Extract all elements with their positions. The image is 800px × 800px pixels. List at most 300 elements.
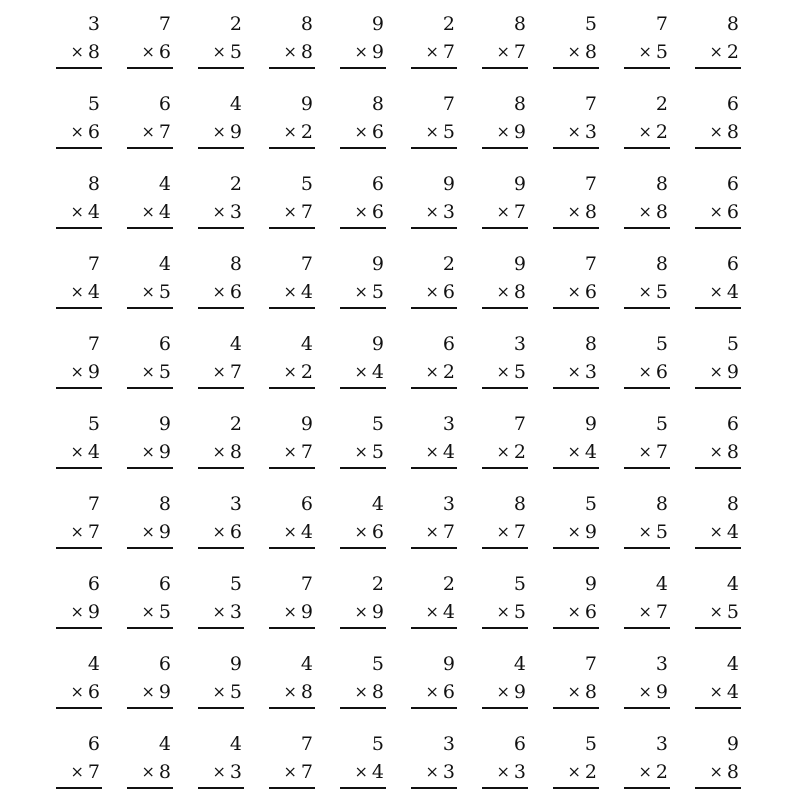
- multiplier-row: [71, 281, 101, 304]
- answer-line: [198, 307, 244, 309]
- multiplier-row: [426, 361, 456, 384]
- multiplicand: 5: [655, 413, 668, 435]
- multiplier: 8: [655, 201, 668, 223]
- multiplicand: 8: [87, 173, 100, 195]
- multiplier-row: [71, 681, 101, 704]
- multiplication-problem: [269, 13, 315, 65]
- multiplier: 2: [300, 361, 313, 383]
- answer-line: [553, 67, 599, 69]
- multiplier: 9: [158, 681, 171, 703]
- multiplication-problem: [269, 413, 315, 465]
- times-sign: ×: [141, 202, 155, 221]
- multiplication-problem: [56, 653, 102, 705]
- multiplication-problem: [553, 493, 599, 545]
- answer-line: [553, 787, 599, 789]
- multiplicand: 4: [87, 653, 100, 675]
- multiplier-row: [142, 201, 172, 224]
- times-sign: ×: [709, 602, 723, 621]
- times-sign: ×: [638, 682, 652, 701]
- multiplier-row: [710, 281, 740, 304]
- multiplicand: 8: [513, 493, 526, 515]
- times-sign: ×: [638, 122, 652, 141]
- multiplier-row: [710, 681, 740, 704]
- multiplier: 8: [513, 281, 526, 303]
- multiplication-problem: [695, 13, 741, 65]
- multiplier-row: [426, 761, 456, 784]
- multiplicand: 9: [371, 253, 384, 275]
- multiplier-row: [426, 41, 456, 64]
- answer-line: [482, 227, 528, 229]
- multiplier-row: [710, 361, 740, 384]
- multiplier-row: [426, 201, 456, 224]
- answer-line: [340, 467, 386, 469]
- multiplicand: 4: [726, 653, 739, 675]
- multiplier-row: [710, 521, 740, 544]
- answer-line: [482, 627, 528, 629]
- times-sign: ×: [283, 282, 297, 301]
- answer-line: [340, 627, 386, 629]
- multiplication-problem: [695, 413, 741, 465]
- multiplication-problem: [482, 13, 528, 65]
- multiplier-row: [426, 601, 456, 624]
- multiplication-problem: [695, 493, 741, 545]
- multiplier: 5: [655, 281, 668, 303]
- answer-line: [340, 547, 386, 549]
- multiplier-row: [497, 761, 527, 784]
- multiplier-row: [497, 121, 527, 144]
- times-sign: ×: [354, 122, 368, 141]
- multiplicand: 6: [726, 93, 739, 115]
- multiplier: 9: [300, 601, 313, 623]
- multiplication-problem: [482, 493, 528, 545]
- multiplier-row: [213, 201, 243, 224]
- answer-line: [482, 67, 528, 69]
- multiplier: 8: [229, 441, 242, 463]
- times-sign: ×: [141, 122, 155, 141]
- multiplier-row: [355, 681, 385, 704]
- multiplier-row: [213, 41, 243, 64]
- multiplicand: 3: [513, 333, 526, 355]
- multiplier: 7: [300, 201, 313, 223]
- multiplier-row: [142, 281, 172, 304]
- multiplier: 5: [158, 281, 171, 303]
- multiplication-problem: [127, 333, 173, 385]
- multiplier-row: [639, 601, 669, 624]
- multiplicand: 9: [513, 173, 526, 195]
- multiplier-row: [142, 41, 172, 64]
- times-sign: ×: [283, 122, 297, 141]
- multiplier: 2: [300, 121, 313, 143]
- times-sign: ×: [496, 362, 510, 381]
- multiplicand: 7: [300, 253, 313, 275]
- multiplier-row: [568, 41, 598, 64]
- multiplier: 2: [442, 361, 455, 383]
- multiplication-problem: [553, 733, 599, 785]
- multiplicand: 6: [442, 333, 455, 355]
- multiplier: 4: [584, 441, 597, 463]
- times-sign: ×: [567, 602, 581, 621]
- multiplier-row: [355, 601, 385, 624]
- answer-line: [269, 627, 315, 629]
- times-sign: ×: [212, 122, 226, 141]
- multiplier: 6: [584, 601, 597, 623]
- answer-line: [340, 227, 386, 229]
- times-sign: ×: [141, 362, 155, 381]
- multiplicand: 5: [726, 333, 739, 355]
- multiplicand: 6: [300, 493, 313, 515]
- answer-line: [340, 787, 386, 789]
- multiplicand: 6: [158, 653, 171, 675]
- answer-line: [127, 707, 173, 709]
- times-sign: ×: [709, 122, 723, 141]
- multiplication-problem: [482, 413, 528, 465]
- multiplier-row: [71, 601, 101, 624]
- answer-line: [695, 67, 741, 69]
- multiplier-row: [213, 441, 243, 464]
- multiplier-row: [142, 361, 172, 384]
- multiplier: 8: [584, 201, 597, 223]
- multiplicand: 8: [655, 253, 668, 275]
- times-sign: ×: [567, 362, 581, 381]
- multiplier: 6: [584, 281, 597, 303]
- answer-line: [56, 387, 102, 389]
- multiplier-row: [497, 281, 527, 304]
- multiplicand: 4: [513, 653, 526, 675]
- multiplier: 9: [655, 681, 668, 703]
- multiplicand: 5: [300, 173, 313, 195]
- answer-line: [411, 627, 457, 629]
- multiplier-row: [142, 441, 172, 464]
- multiplier-row: [284, 521, 314, 544]
- answer-line: [695, 227, 741, 229]
- multiplication-problem: [340, 13, 386, 65]
- multiplicand: 8: [513, 93, 526, 115]
- multiplier-row: [710, 201, 740, 224]
- multiplication-problem: [411, 733, 457, 785]
- multiplication-problem: [198, 653, 244, 705]
- multiplier-row: [639, 41, 669, 64]
- multiplication-problem: [340, 733, 386, 785]
- multiplicand: 5: [371, 413, 384, 435]
- multiplier-row: [497, 681, 527, 704]
- times-sign: ×: [567, 682, 581, 701]
- multiplicand: 3: [229, 493, 242, 515]
- multiplication-problem: [56, 13, 102, 65]
- multiplicand: 7: [655, 13, 668, 35]
- multiplication-problem: [198, 93, 244, 145]
- answer-line: [127, 627, 173, 629]
- answer-line: [695, 547, 741, 549]
- multiplicand: 2: [229, 413, 242, 435]
- times-sign: ×: [709, 682, 723, 701]
- times-sign: ×: [425, 362, 439, 381]
- answer-line: [269, 787, 315, 789]
- times-sign: ×: [70, 202, 84, 221]
- multiplier: 4: [442, 441, 455, 463]
- times-sign: ×: [638, 442, 652, 461]
- multiplier-row: [71, 201, 101, 224]
- answer-line: [198, 147, 244, 149]
- multiplier: 5: [371, 281, 384, 303]
- answer-line: [411, 387, 457, 389]
- multiplier: 4: [87, 281, 100, 303]
- times-sign: ×: [141, 282, 155, 301]
- times-sign: ×: [709, 42, 723, 61]
- multiplication-problem: [198, 733, 244, 785]
- answer-line: [269, 307, 315, 309]
- multiplier: 5: [229, 41, 242, 63]
- multiplier: 3: [442, 761, 455, 783]
- multiplier: 9: [229, 121, 242, 143]
- multiplication-problem: [553, 173, 599, 225]
- multiplier-row: [568, 201, 598, 224]
- times-sign: ×: [638, 362, 652, 381]
- multiplier-row: [639, 521, 669, 544]
- times-sign: ×: [70, 762, 84, 781]
- multiplicand: 9: [584, 413, 597, 435]
- multiplication-problem: [553, 13, 599, 65]
- multiplicand: 5: [87, 93, 100, 115]
- answer-line: [56, 627, 102, 629]
- multiplier-row: [426, 121, 456, 144]
- answer-line: [624, 707, 670, 709]
- multiplication-problem: [127, 653, 173, 705]
- multiplier-row: [355, 281, 385, 304]
- times-sign: ×: [354, 682, 368, 701]
- multiplier-row: [497, 601, 527, 624]
- multiplication-problem: [411, 93, 457, 145]
- answer-line: [553, 387, 599, 389]
- times-sign: ×: [638, 602, 652, 621]
- multiplicand: 2: [371, 573, 384, 595]
- answer-line: [56, 547, 102, 549]
- answer-line: [127, 547, 173, 549]
- times-sign: ×: [212, 682, 226, 701]
- multiplier-row: [142, 761, 172, 784]
- times-sign: ×: [638, 282, 652, 301]
- multiplier-row: [710, 41, 740, 64]
- multiplier: 6: [229, 521, 242, 543]
- multiplication-problem: [56, 253, 102, 305]
- answer-line: [269, 67, 315, 69]
- times-sign: ×: [354, 522, 368, 541]
- multiplier-row: [710, 601, 740, 624]
- multiplication-problem: [127, 173, 173, 225]
- times-sign: ×: [70, 282, 84, 301]
- multiplier: 4: [87, 441, 100, 463]
- answer-line: [127, 387, 173, 389]
- multiplication-problem: [56, 413, 102, 465]
- times-sign: ×: [496, 522, 510, 541]
- times-sign: ×: [709, 202, 723, 221]
- times-sign: ×: [425, 122, 439, 141]
- multiplier: 3: [584, 121, 597, 143]
- times-sign: ×: [354, 362, 368, 381]
- multiplication-problem: [482, 653, 528, 705]
- multiplicand: 8: [726, 493, 739, 515]
- multiplication-problem: [624, 93, 670, 145]
- times-sign: ×: [283, 202, 297, 221]
- times-sign: ×: [425, 522, 439, 541]
- multiplicand: 4: [229, 93, 242, 115]
- multiplication-problem: [340, 173, 386, 225]
- times-sign: ×: [283, 602, 297, 621]
- times-sign: ×: [638, 202, 652, 221]
- multiplicand: 2: [442, 573, 455, 595]
- multiplier-row: [426, 281, 456, 304]
- multiplication-problem: [482, 173, 528, 225]
- multiplier: 4: [726, 281, 739, 303]
- times-sign: ×: [70, 522, 84, 541]
- multiplication-problem: [56, 493, 102, 545]
- answer-line: [695, 627, 741, 629]
- multiplier: 5: [726, 601, 739, 623]
- multiplicand: 4: [158, 173, 171, 195]
- answer-line: [624, 227, 670, 229]
- answer-line: [198, 787, 244, 789]
- answer-line: [695, 387, 741, 389]
- answer-line: [482, 707, 528, 709]
- answer-line: [482, 787, 528, 789]
- times-sign: ×: [70, 122, 84, 141]
- multiplication-problem: [127, 733, 173, 785]
- multiplier: 6: [158, 41, 171, 63]
- multiplier: 2: [584, 761, 597, 783]
- multiplication-problem: [340, 653, 386, 705]
- answer-line: [553, 227, 599, 229]
- multiplication-problem: [695, 253, 741, 305]
- answer-line: [269, 547, 315, 549]
- multiplier-row: [568, 761, 598, 784]
- times-sign: ×: [70, 442, 84, 461]
- multiplicand: 2: [442, 13, 455, 35]
- multiplier: 7: [442, 41, 455, 63]
- answer-line: [624, 627, 670, 629]
- multiplicand: 7: [87, 333, 100, 355]
- multiplicand: 8: [584, 333, 597, 355]
- multiplier-row: [355, 201, 385, 224]
- times-sign: ×: [212, 282, 226, 301]
- times-sign: ×: [425, 202, 439, 221]
- multiplier: 4: [442, 601, 455, 623]
- answer-line: [198, 547, 244, 549]
- times-sign: ×: [283, 362, 297, 381]
- multiplier: 3: [229, 761, 242, 783]
- multiplier-row: [639, 681, 669, 704]
- multiplication-problem: [269, 333, 315, 385]
- answer-line: [269, 147, 315, 149]
- multiplier-row: [568, 521, 598, 544]
- multiplier-row: [284, 41, 314, 64]
- multiplication-problem: [624, 493, 670, 545]
- times-sign: ×: [354, 282, 368, 301]
- multiplier: 9: [158, 441, 171, 463]
- multiplier: 9: [371, 601, 384, 623]
- times-sign: ×: [425, 282, 439, 301]
- multiplier: 5: [513, 601, 526, 623]
- multiplicand: 9: [300, 93, 313, 115]
- times-sign: ×: [567, 282, 581, 301]
- multiplicand: 3: [87, 13, 100, 35]
- multiplier: 6: [371, 201, 384, 223]
- multiplier-row: [426, 681, 456, 704]
- times-sign: ×: [638, 762, 652, 781]
- times-sign: ×: [212, 602, 226, 621]
- times-sign: ×: [709, 522, 723, 541]
- multiplier-row: [568, 441, 598, 464]
- multiplier-row: [639, 761, 669, 784]
- answer-line: [411, 147, 457, 149]
- multiplicand: 8: [655, 173, 668, 195]
- answer-line: [553, 627, 599, 629]
- times-sign: ×: [283, 682, 297, 701]
- answer-line: [624, 67, 670, 69]
- multiplier: 6: [442, 281, 455, 303]
- answer-line: [340, 387, 386, 389]
- times-sign: ×: [354, 42, 368, 61]
- multiplicand: 7: [442, 93, 455, 115]
- multiplier: 7: [300, 761, 313, 783]
- multiplication-problem: [127, 413, 173, 465]
- multiplication-problem: [624, 253, 670, 305]
- multiplier: 5: [655, 521, 668, 543]
- multiplier-row: [568, 121, 598, 144]
- multiplicand: 9: [726, 733, 739, 755]
- multiplication-problem: [553, 93, 599, 145]
- multiplication-problem: [269, 573, 315, 625]
- times-sign: ×: [354, 762, 368, 781]
- multiplier-row: [213, 761, 243, 784]
- multiplier-row: [639, 361, 669, 384]
- multiplicand: 7: [87, 493, 100, 515]
- multiplier-row: [142, 681, 172, 704]
- multiplier: 8: [584, 681, 597, 703]
- multiplicand: 7: [584, 253, 597, 275]
- multiplication-problem: [269, 493, 315, 545]
- times-sign: ×: [496, 42, 510, 61]
- multiplier-row: [568, 681, 598, 704]
- multiplier: 8: [300, 681, 313, 703]
- multiplicand: 8: [300, 13, 313, 35]
- times-sign: ×: [283, 42, 297, 61]
- times-sign: ×: [425, 602, 439, 621]
- multiplier: 9: [371, 41, 384, 63]
- multiplier: 3: [513, 761, 526, 783]
- times-sign: ×: [567, 762, 581, 781]
- multiplier: 7: [87, 761, 100, 783]
- multiplication-problem: [411, 253, 457, 305]
- times-sign: ×: [496, 602, 510, 621]
- multiplicand: 6: [87, 733, 100, 755]
- times-sign: ×: [496, 682, 510, 701]
- multiplier-row: [568, 361, 598, 384]
- times-sign: ×: [141, 522, 155, 541]
- multiplicand: 5: [371, 733, 384, 755]
- multiplication-problem: [127, 253, 173, 305]
- multiplier-row: [284, 121, 314, 144]
- multiplier-row: [284, 441, 314, 464]
- times-sign: ×: [212, 522, 226, 541]
- multiplicand: 9: [300, 413, 313, 435]
- multiplication-problem: [198, 573, 244, 625]
- multiplier: 2: [655, 121, 668, 143]
- multiplication-problem: [56, 733, 102, 785]
- multiplicand: 2: [442, 253, 455, 275]
- answer-line: [56, 67, 102, 69]
- multiplicand: 7: [584, 173, 597, 195]
- answer-line: [482, 387, 528, 389]
- multiplication-problem: [482, 733, 528, 785]
